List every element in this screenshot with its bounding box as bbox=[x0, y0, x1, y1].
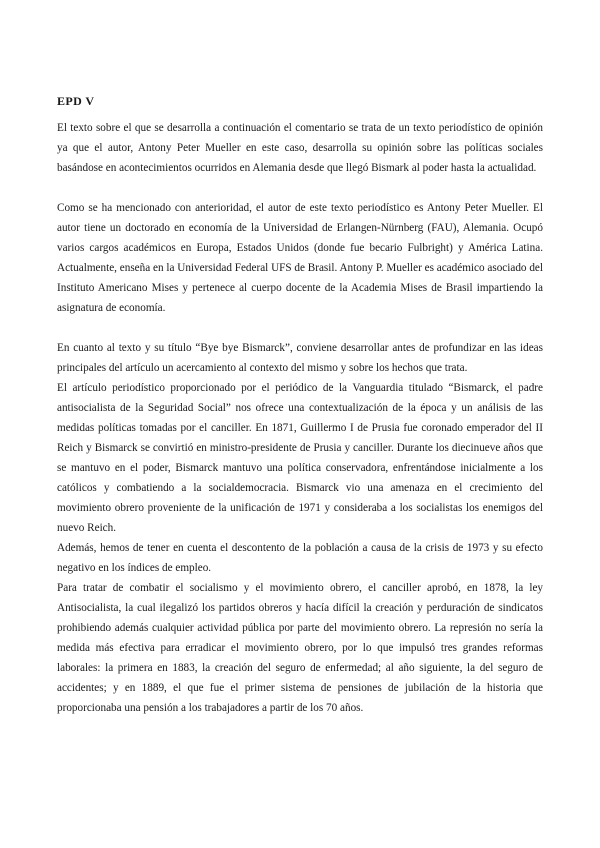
paragraph-vanguardia-article: El artículo periodístico proporcionado por el periódico de la Vanguardia titulado “Bismarck, el padre antisocialista de la Seguridad Social” nos ofrece una contextualización de la época y un análisis de las medidas políticas tomadas por el canciller. En 1871, Guillermo I de Prusia fue coronado emperador del II Reich y Bismarck se convirtió en ministro-presidente de Prusia y canciller. Durante los diecinueve años que se mantuvo en el poder, Bismarck mantuvo una política conservadora, enfrentándose inicialmente a los católicos y combatiendo a la socialdemocracia. Bismarck vio una amenaza en el crecimiento del movimiento obrero proveniente de la unificación de 1971 y consideraba a los socialistas los enemigos del nuevo Reich. bbox=[57, 382, 543, 534]
paragraph-author: Como se ha mencionado con anterioridad, el autor de este texto periodístico es Antony Peter Mueller. El autor tiene un doctorado en economía de la Universidad de Erlangen-Nürnberg (FAU), Alemania. Ocupó varios cargos académicos en Europa, Estados Unidos (donde fue becario Fulbright) y América Latina. Actualmente, enseña en la Universidad Federal UFS de Brasil. Antony P. Mueller es académico asociado del Instituto Americano Mises y pertenece al cuerpo docente de la Academia Mises de Brasil impartiendo la asignatura de economía. bbox=[57, 202, 543, 314]
paragraph-spacer bbox=[57, 178, 543, 198]
paragraph-crisis: Además, hemos de tener en cuenta el descontento de la población a causa de la crisis de 1973 y su efecto negativo en los índices de empleo. bbox=[57, 542, 543, 574]
document-title: EPD V bbox=[57, 94, 95, 108]
paragraph-spacer bbox=[57, 318, 543, 338]
paragraph-intro: El texto sobre el que se desarrolla a continuación el comentario se trata de un texto periodístico de opinión ya que el autor, Antony Peter Mueller en este caso, desarrolla su opinión sobre las políticas sociales basándose en acontecimientos ocurridos en Alemania desde que llegó Bismark al poder hasta la actualidad. bbox=[57, 122, 543, 174]
paragraph-reforms: Para tratar de combatir el socialismo y el movimiento obrero, el canciller aprobó, en 1878, la ley Antisocialista, la cual ilegalizó los partidos obreros y hacía difícil la creación y perduración de sindicatos prohibiendo además cualquier actividad pública por parte del movimiento obrero. La represión no sería la medida más efectiva para erradicar el movimiento obrero, por lo que impulsó tres grandes reformas laborales: la primera en 1883, la creación del seguro de enfermedad; al año siguiente, la del seguro de accidentes; y en 1889, el que fue el primer sistema de pensiones de jubilación de la historia que proporcionaba una pensión a los trabajadores a partir de los 70 años. bbox=[57, 582, 543, 714]
paragraph-title-context: En cuanto al texto y su título “Bye bye Bismarck”, conviene desarrollar antes de profundizar en las ideas principales del artículo un acercamiento al contexto del mismo y sobre los hechos que trata. bbox=[57, 342, 543, 374]
